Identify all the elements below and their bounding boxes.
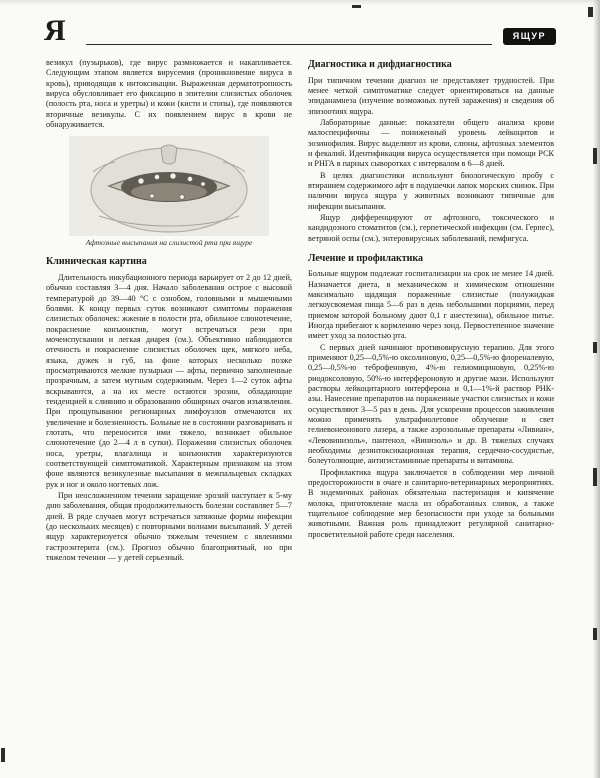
running-title: ЯЩУР	[503, 28, 556, 45]
paragraph: Профилактика ящура заключается в соблюдении мер личной предосторожности в очаге и санитарно-ветеринарных мероприятиях. В эндемичных районах обязательна пастеризация и кипячение молока, приготовление масла из обработанных сливок, а также тщательное соблюдение мер безопасности при уходе за больными животными. Важная роль принадлежит регулярной санитарно-просветительной работе среди населения.	[308, 467, 554, 539]
paragraph: При неосложненном течении заращение эрозий наступает к 5-му дню заболевания, общая продолжительность болезни составляет 5—7 дней. В ряде случаев могут встречаться затяжные формы инфекции (до нескольких месяцев) с повторными волнами высыпаний. У детей ящур характеризуется обычно тяжелым течением с явлениями гастроэнтерита (см.). Прогноз обычно благоприятный, но при тяжелом течении — у детей серьезный.	[46, 490, 292, 562]
paragraph: Длительность инкубационного периода варьирует от 2 до 12 дней, обычно составляя 3—4 дня. Начало заболевания острое с высокой температурой до 39—40 °C с ознобом, головными и мышечными болями. К концу первых суток возникают симптомы поражения слизистых оболочек: жжение в полости рта, обильное слюнотечение, покраснение конъюнктив, могут встречаться рези при мочеиспускании и легкая диарея (см.). Объективно наблюдаются отечность и покраснение слизистых оболочек щек, мягкого неба, языка, дужек и губ, на фоне которых несколько позже просматриваются мелкие пузырьки — афты, первично заполненные прозрачным, а затем мутным содержимым. Через 1—2 суток афты вскрываются, а на их месте остаются эрозии, обладающие тенденцией к слиянию и образованию обширных очагов изъязвления. При прощупывании регионарных лимфоузлов отмечаются их увеличение и болезненность. Больные не в состоянии разговаривать и глотать, что переносится ими тяжело, возникает обильное слюнотечение (до 2—4 л в сутки). Поражения слизистых оболочек носа, уретры, влагалища и конъюнктив характеризуются соответствующей симптоматикой. Характерным признаком на этом фоне являются везикулезные высыпания в межпальцевых складках рук и ног и около ногтевых лож.	[46, 273, 292, 489]
mouth-aphthae-drawing	[69, 136, 269, 236]
scan-artifact	[593, 342, 597, 353]
heading-clinical-picture: Клиническая картина	[46, 256, 147, 268]
figure-illustration	[69, 136, 269, 247]
paragraph: Лабораторные данные: показатели общего анализа крови малоспецифичны — пониженный уровень лейкоцитов и эозинофилия. Вирус выделяют из крови, слюны, афтозных элементов и фекалий. Идентификация вируса осуществляется при помощи РСК и РНГА в парных сыворотках с интервалом в 6—8 дней.	[308, 117, 554, 169]
paragraph: везикул (пузырьков), где вирус размножается и накапливается. Следующим этапом является вирусемия (проникновение вируса в кровь), приводящая к интоксикации. Выраженная дерматотропность вируса обусловливает его фиксацию в эпителии слизистых оболочек (полость рта, носа и уретры) и кожи (кисти и стопы), где появляются вторичные везикулы. С их появлением вирус в крови не обнаруживается.	[46, 58, 292, 129]
scan-artifact	[593, 148, 597, 164]
heading-diagnostics: Диагностика и дифдиагностика	[308, 59, 452, 70]
heading-treatment: Лечение и профилактика	[308, 252, 424, 264]
header-rule	[86, 44, 492, 45]
left-column	[46, 58, 292, 564]
section-letter: Я	[44, 14, 66, 47]
two-column-text	[46, 58, 554, 564]
scan-artifact	[588, 7, 593, 17]
scan-edge-right	[593, 0, 600, 778]
scan-artifact	[593, 468, 597, 486]
scan-edge-top	[0, 0, 600, 5]
scan-artifact	[352, 5, 361, 8]
paragraph: При типичном течении диагноз не представляет трудностей. При менее четкой симптоматике следует ориентироваться на данные эпиданамнеза (изучение возможных путей заражения) и сведения об эпизоотиях ящура.	[308, 75, 554, 116]
figure-caption: Афтозные высыпания на слизистой рта при ящуре	[85, 238, 253, 248]
paragraph: С первых дней начинают противовирусную терапию. Для этого применяют 0,25—0,5%-ю оксолиновую, 0,25—0,5%-ю флореналевую, 0,25—0,5%-ю теброфеновую, 4%-ю гелиомициновую, 0,25%-ю риодоксоловую, 50%-ю интерфероновую и другие мази. Используют растворы лейкоцитарного интерферона и 0,1—1%-й раствор РНК-азы. Нанесение препаратов на пораженные участки слизистых и кожи осуществляют 3—5 раз в день. Для ускорения процессов заживления можно применять ультрафиолетовое облучение и свет гелиевонеонового лазера, а также аэрозольные препараты «Ливиан», «Левовинизоль», пантенол, «Винизоль» и др. В тяжелых случаях необходимы дезинтоксикационная терапия, сердечно-сосудистые, болеутоляющие, антигистаминные препараты и витамины.	[308, 342, 554, 466]
scan-artifact	[1, 748, 5, 762]
paragraph: Ящур дифференцируют от афтозного, токсического и кандидозного стоматитов (см.), герпетической инфекции (см. Герпес), ветряной оспы (см.), энтеровирусных заболеваний, пемфигуса.	[308, 212, 554, 243]
paragraph: Больные ящуром подлежат госпитализации на срок не менее 14 дней. Назначается диета, в механическом и химическом отношении максимально щадящая пораженные слизистые (полужидкая легкоусвояемая пища 5—6 раз в день небольшими порциями, перед приемом которой больному дают 0,1 г анестезина), обильное питье. Иногда прибегают к кормлению через зонд. Первостепенное значение имеет уход за полостью рта.	[308, 269, 554, 341]
right-column	[308, 58, 554, 564]
scan-artifact	[593, 628, 597, 640]
paragraph: В целях диагностики используют биологическую пробу с втиранием содержимого афт в подушечки лапок морских свинок. При наличии вируса ящура у животных возникают типичные для инфекции высыпания.	[308, 170, 554, 211]
